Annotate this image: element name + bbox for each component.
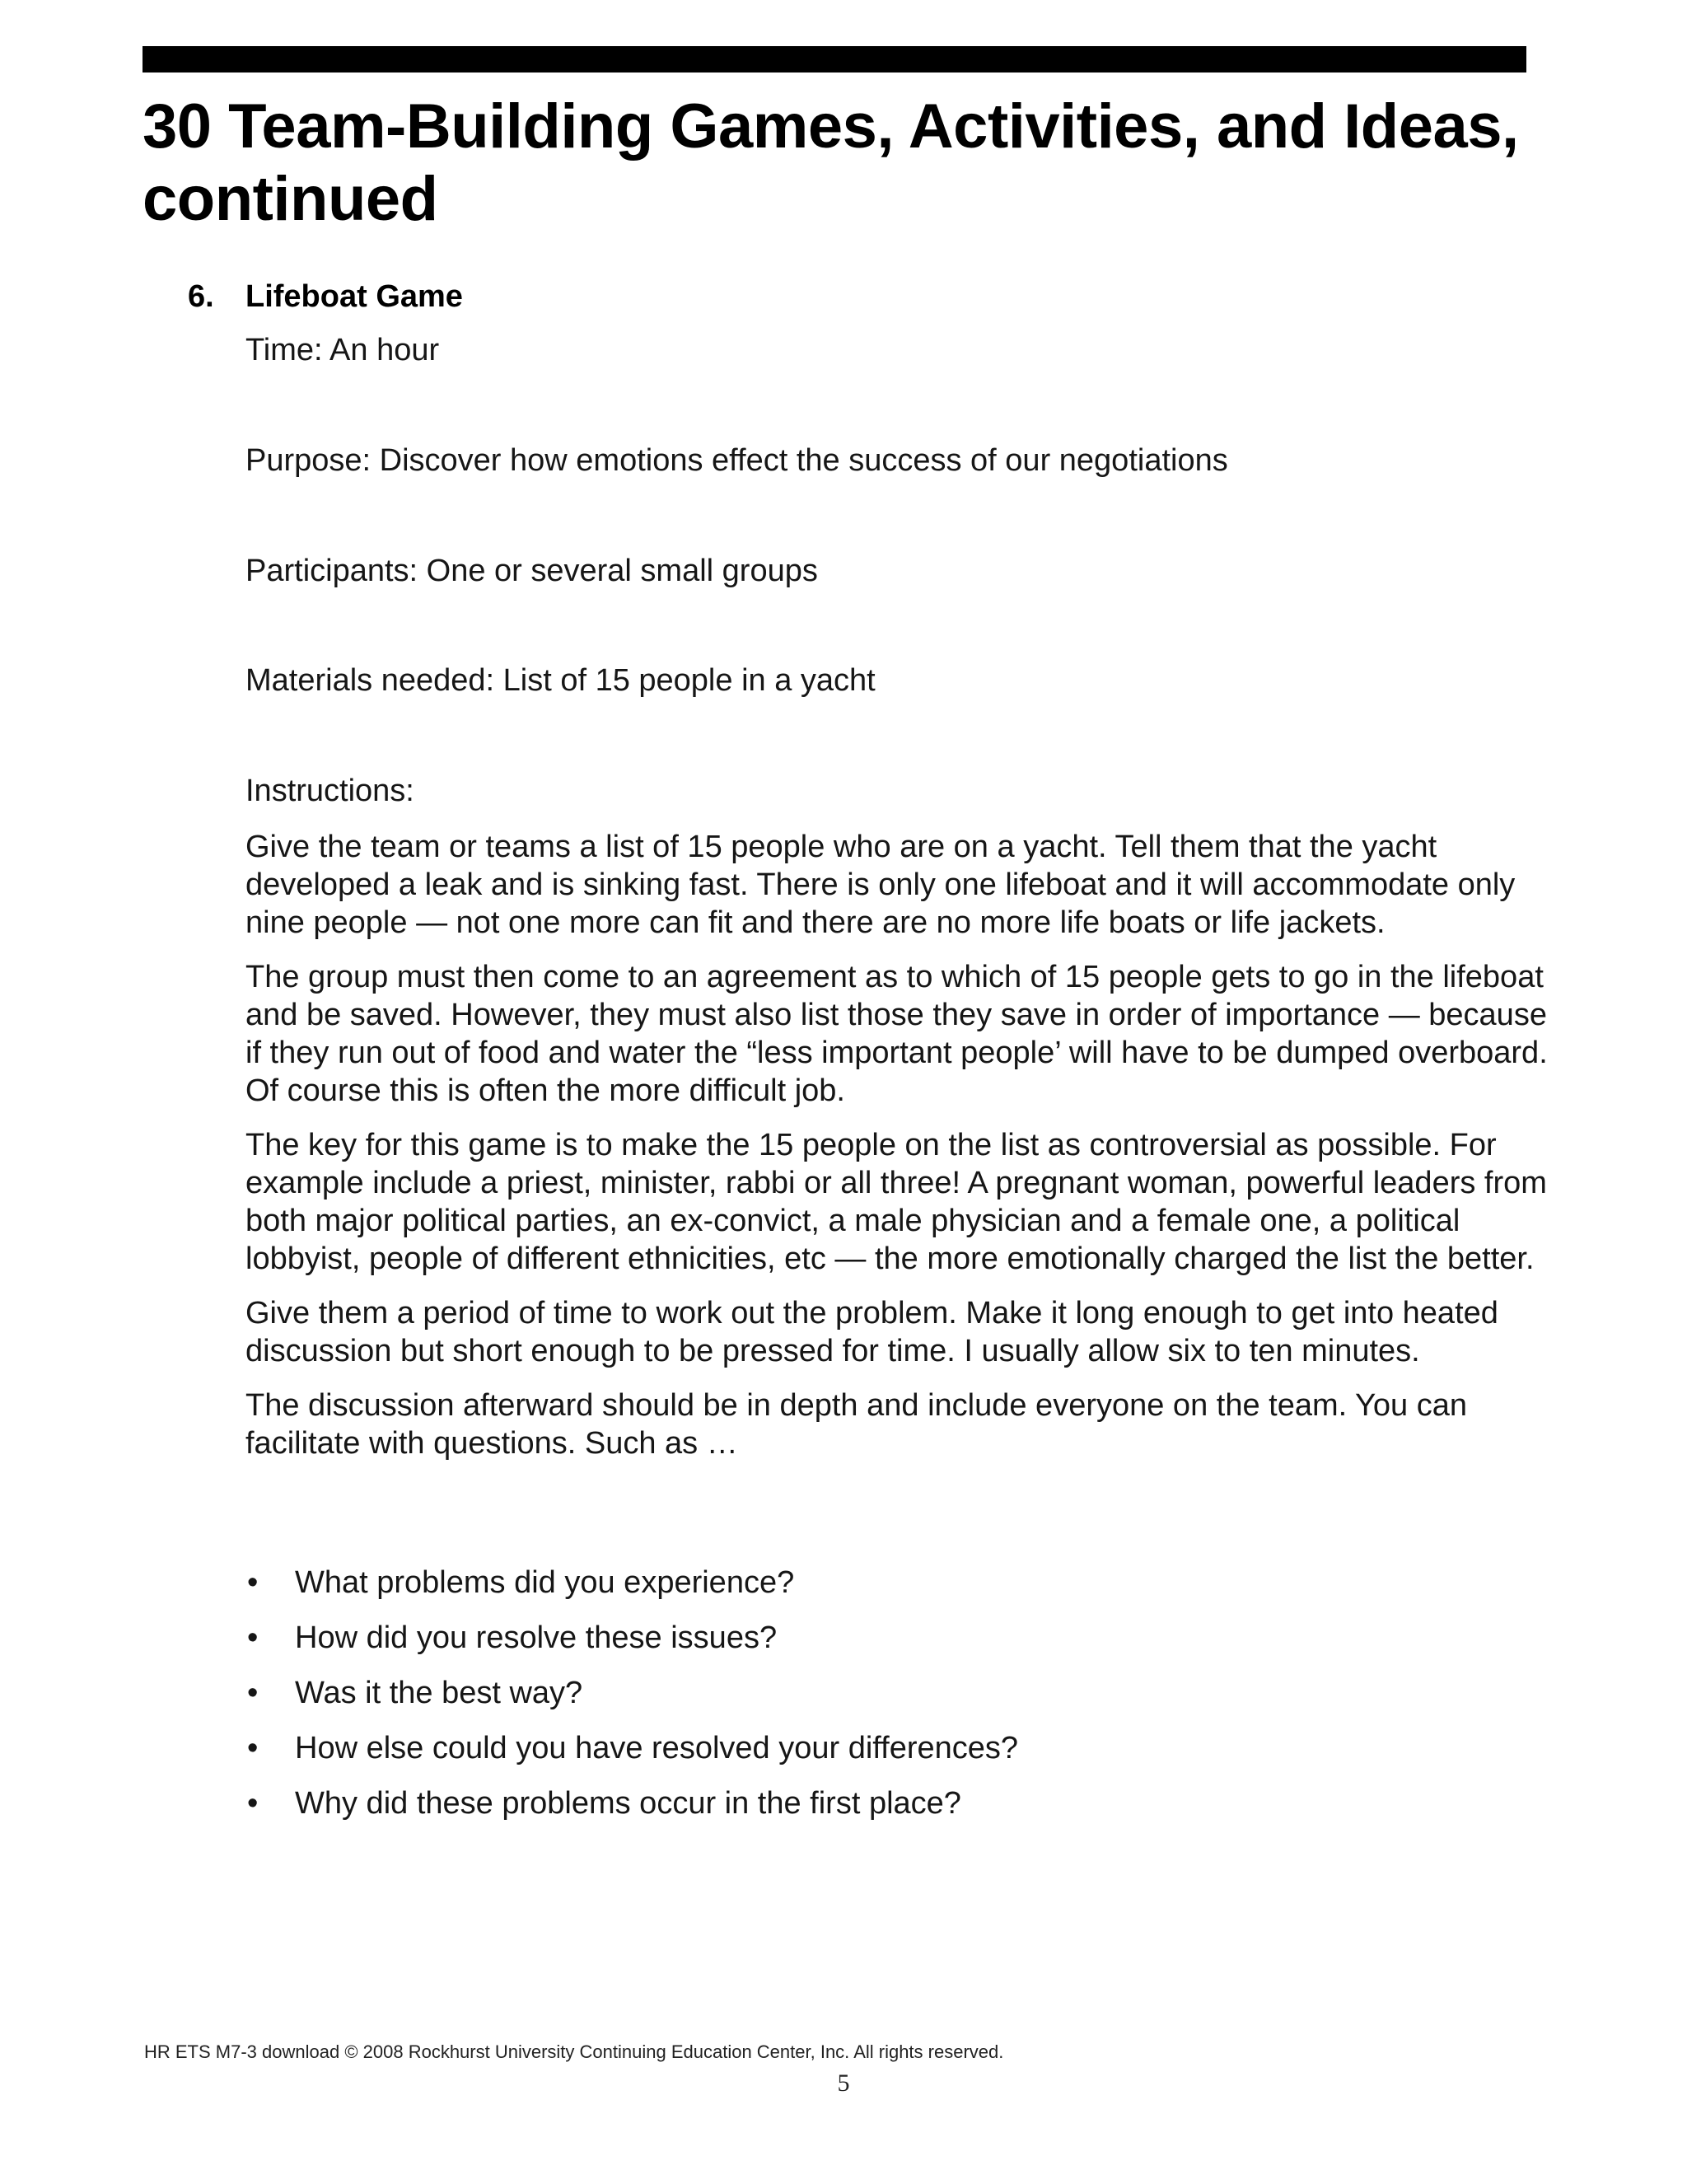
bullet-icon: • <box>247 1676 259 1710</box>
header-rule <box>143 46 1526 72</box>
bullet-icon: • <box>247 1565 259 1600</box>
instructions-label: Instructions: <box>245 774 414 808</box>
section-heading <box>188 276 1547 317</box>
list-item-text: What problems did you experience? <box>295 1565 795 1600</box>
list-item <box>245 1729 1563 1784</box>
time-field: Time: An hour <box>245 333 440 367</box>
paragraph: The group must then come to an agreement as to which of 15 people gets to go in the lifeboat and be saved. However, they must also list those they save in order of importance — because if they run out of food and water the “less important people’ will have to be dumped overboard. Of course this is often the more difficult job. <box>245 960 1548 1108</box>
question-list <box>245 1564 1563 1840</box>
bullet-icon: • <box>247 1731 259 1765</box>
list-item-text: Was it the best way? <box>295 1676 583 1710</box>
page-number: 5 <box>837 2069 850 2097</box>
paragraph: The discussion afterward should be in depth and include everyone on the team. You can facilitate with questions. Such as … <box>245 1388 1468 1461</box>
page-title <box>143 91 1543 236</box>
list-item-text: How else could you have resolved your differences? <box>295 1731 1019 1765</box>
list-item <box>245 1564 1563 1619</box>
list-item-text: How did you resolve these issues? <box>295 1620 778 1655</box>
page-title-line-2: continued <box>143 164 438 234</box>
list-item-text: Why did these problems occur in the first place? <box>295 1786 961 1821</box>
paragraph: Give them a period of time to work out the problem. Make it long enough to get into heated discussion but short enough to be pressed for time. I usually allow six to ten minutes. <box>245 1296 1498 1368</box>
instructions-body <box>245 828 1563 1479</box>
purpose-field: Purpose: Discover how emotions effect the success of our negotiations <box>245 443 1228 478</box>
participants-field: Participants: One or several small groups <box>245 554 818 588</box>
materials-field: Materials needed: List of 15 people in a yacht <box>245 663 876 698</box>
bullet-icon: • <box>247 1620 259 1655</box>
section-title: Lifeboat Game <box>245 279 463 314</box>
bullet-icon: • <box>247 1786 259 1821</box>
paragraph: Give the team or teams a list of 15 people who are on a yacht. Tell them that the yacht developed a leak and is sinking fast. There is only one lifeboat and it will accommodate only nine people — not one more can fit and there are no more life boats or life jackets. <box>245 830 1516 940</box>
paragraph: The key for this game is to make the 15 people on the list as controversial as possible. For example include a priest, minister, rabbi or all three! A pregnant woman, powerful leaders from both major political parties, an ex-convict, a male physician and a female one, a political lobbyist, people of different ethnicities, etc — the more emotionally charged the list the better. <box>245 1128 1547 1276</box>
list-item <box>245 1784 1563 1840</box>
list-item <box>245 1619 1563 1674</box>
list-item <box>245 1674 1563 1729</box>
page-title-line-1: 30 Team-Building Games, Activities, and Ideas, <box>143 91 1519 161</box>
section-number: 6. <box>188 279 214 314</box>
footer-copyright: HR ETS M7-3 download © 2008 Rockhurst University Continuing Education Center, Inc. All rights reserved. <box>144 2041 1004 2062</box>
